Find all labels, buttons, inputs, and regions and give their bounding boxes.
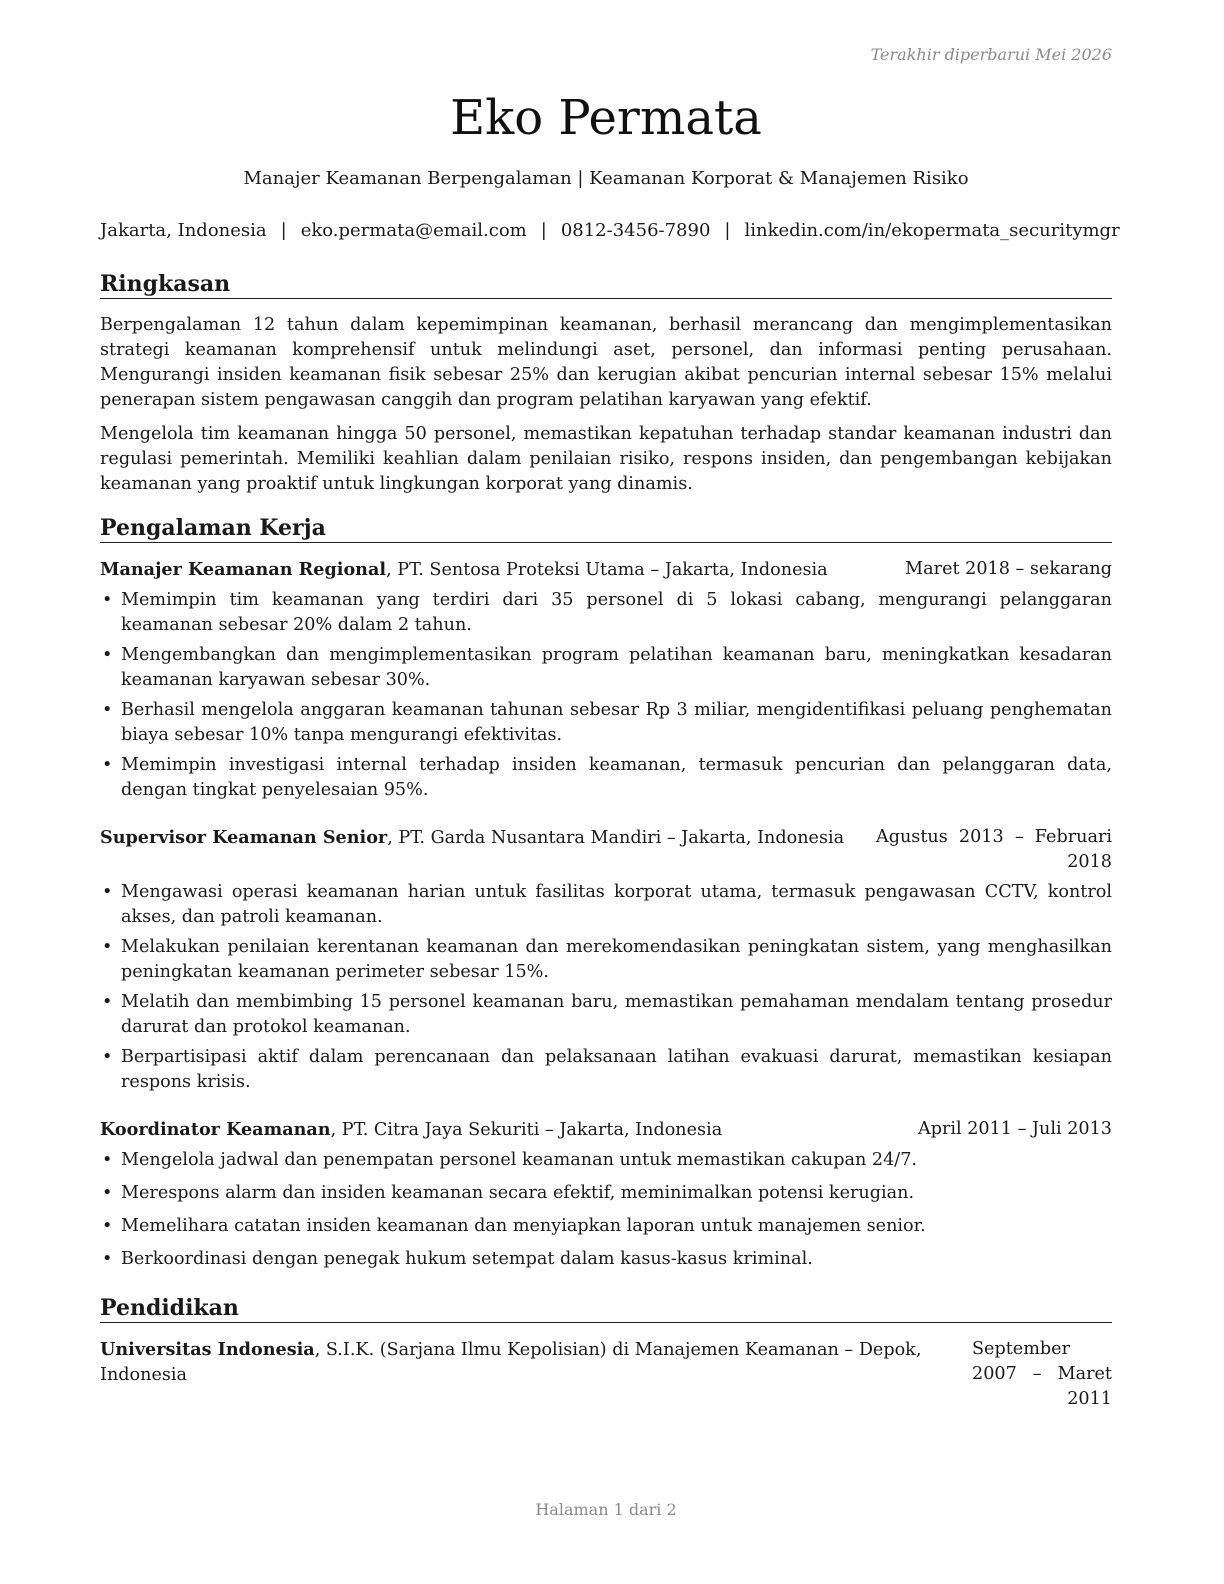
education-dates: September 2007 – Maret 2011: [972, 1339, 1112, 1409]
experience-section: [100, 514, 1112, 1272]
contact-separator: |: [724, 220, 731, 241]
education-school: Universitas Indonesia: [100, 1339, 315, 1360]
job-bullet: • Berkoordinasi dengan penegak hukum setempat dalam kasus-kasus kriminal.: [100, 1247, 1112, 1272]
headline: Manajer Keamanan Berpengalaman | Keamanan Korporat & Manajemen Risiko: [243, 168, 969, 189]
job-bullet: • Melatih dan membimbing 15 personel keamanan baru, memastikan pemahaman mendalam tentang prosedur darurat dan protokol keamanan.: [100, 990, 1112, 1040]
contact-email[interactable]: eko.permata@email.com: [300, 220, 527, 241]
job-bullet: • Memelihara catatan insiden keamanan dan menyiapkan laporan untuk manajemen senior.: [100, 1214, 1112, 1239]
job-entry: [100, 1117, 1112, 1272]
job-bullet: • Mengembangkan dan mengimplementasikan program pelatihan keamanan baru, meningkatkan kesadaran keamanan karyawan sebesar 30%.: [100, 643, 1112, 693]
job-bullet: • Merespons alarm dan insiden keamanan secara efektif, meminimalkan potensi kerugian.: [100, 1181, 1112, 1206]
job-company: , PT. Citra Jaya Sekuriti – Jakarta, Indonesia: [330, 1120, 723, 1140]
job-bullet: • Berpartisipasi aktif dalam perencanaan dan pelaksanaan latihan evakuasi darurat, memastikan kesiapan respons krisis.: [100, 1045, 1112, 1095]
job-header: [100, 1117, 1112, 1143]
contact-phone: 0812-3456-7890: [560, 220, 711, 241]
education-entry: [100, 1337, 1112, 1412]
job-header: [100, 557, 1112, 583]
job-bullets: [100, 588, 1112, 803]
contact-linkedin[interactable]: linkedin.com/in/ekopermata_securitymgr: [744, 220, 1120, 241]
education-degree: , S.I.K. (Sarjana Ilmu Kepolisian) di Manajemen Keamanan – Depok, Indonesia: [100, 1340, 922, 1385]
education-section: [100, 1294, 1112, 1412]
job-bullets: [100, 1148, 1112, 1272]
candidate-name: Eko Permata: [450, 90, 762, 146]
job-bullet: • Memimpin tim keamanan yang terdiri dari 35 personel di 5 lokasi cabang, mengurangi pelanggaran keamanan sebesar 20% dalam 2 tahun.: [100, 588, 1112, 638]
job-dates: Agustus 2013 – Februari 2018: [876, 827, 1112, 872]
job-entry: [100, 825, 1112, 1095]
job-bullet: • Mengawasi operasi keamanan harian untuk fasilitas korporat utama, termasuk pengawasan CCTV, kontrol akses, dan patroli keamanan.: [100, 880, 1112, 930]
summary-section: [100, 270, 1112, 497]
job-entry: [100, 557, 1112, 803]
job-dates: Maret 2018 – sekarang: [905, 559, 1112, 579]
job-header: [100, 825, 1112, 875]
job-dates: April 2011 – Juli 2013: [918, 1119, 1112, 1139]
contact-line: [100, 218, 1120, 244]
contact-separator: |: [280, 220, 287, 241]
summary-title: Ringkasan: [100, 270, 1112, 299]
contact-separator: |: [540, 220, 547, 241]
job-role: Koordinator Keamanan: [100, 1119, 331, 1140]
job-role: Supervisor Keamanan Senior: [100, 827, 388, 848]
last-updated: Terakhir diperbarui Mei 2026: [870, 45, 1112, 64]
job-bullet: • Memimpin investigasi internal terhadap insiden keamanan, termasuk pencurian dan pelanggaran data, dengan tingkat penyelesaian 95%.: [100, 753, 1112, 803]
summary-paragraph: Berpengalaman 12 tahun dalam kepemimpinan keamanan, berhasil merancang dan mengimplementasikan strategi keamanan komprehensif untuk melindungi aset, personel, dan informasi penting perusahaan. Mengurangi insiden keamanan fisik sebesar 25% dan kerugian akibat pencurian internal sebesar 15% melalui penerapan sistem pengawasan canggih dan program pelatihan karyawan yang efektif.: [100, 315, 1112, 410]
job-bullets: [100, 880, 1112, 1095]
experience-title: Pengalaman Kerja: [100, 514, 1112, 543]
job-company: , PT. Garda Nusantara Mandiri – Jakarta, Indonesia: [387, 828, 845, 848]
page-number: Halaman 1 dari 2: [535, 1500, 677, 1519]
summary-paragraph: Mengelola tim keamanan hingga 50 personel, memastikan kepatuhan terhadap standar keamanan industri dan regulasi pemerintah. Memiliki keahlian dalam penilaian risiko, respons insiden, dan pengembangan kebijakan keamanan yang proaktif untuk lingkungan korporat yang dinamis.: [100, 424, 1112, 494]
job-bullet: • Berhasil mengelola anggaran keamanan tahunan sebesar Rp 3 miliar, mengidentifikasi peluang penghematan biaya sebesar 10% tanpa mengurangi efektivitas.: [100, 698, 1112, 748]
contact-location: Jakarta, Indonesia: [100, 220, 267, 241]
education-title: Pendidikan: [100, 1294, 1112, 1323]
job-bullet: • Mengelola jadwal dan penempatan personel keamanan untuk memastikan cakupan 24/7.: [100, 1148, 1112, 1173]
job-bullet: • Melakukan penilaian kerentanan keamanan dan merekomendasikan peningkatan sistem, yang menghasilkan peningkatan keamanan perimeter sebesar 15%.: [100, 935, 1112, 985]
job-role: Manajer Keamanan Regional: [100, 559, 387, 580]
resume-page: [100, 0, 1120, 1584]
job-company: , PT. Sentosa Proteksi Utama – Jakarta, Indonesia: [386, 560, 828, 580]
